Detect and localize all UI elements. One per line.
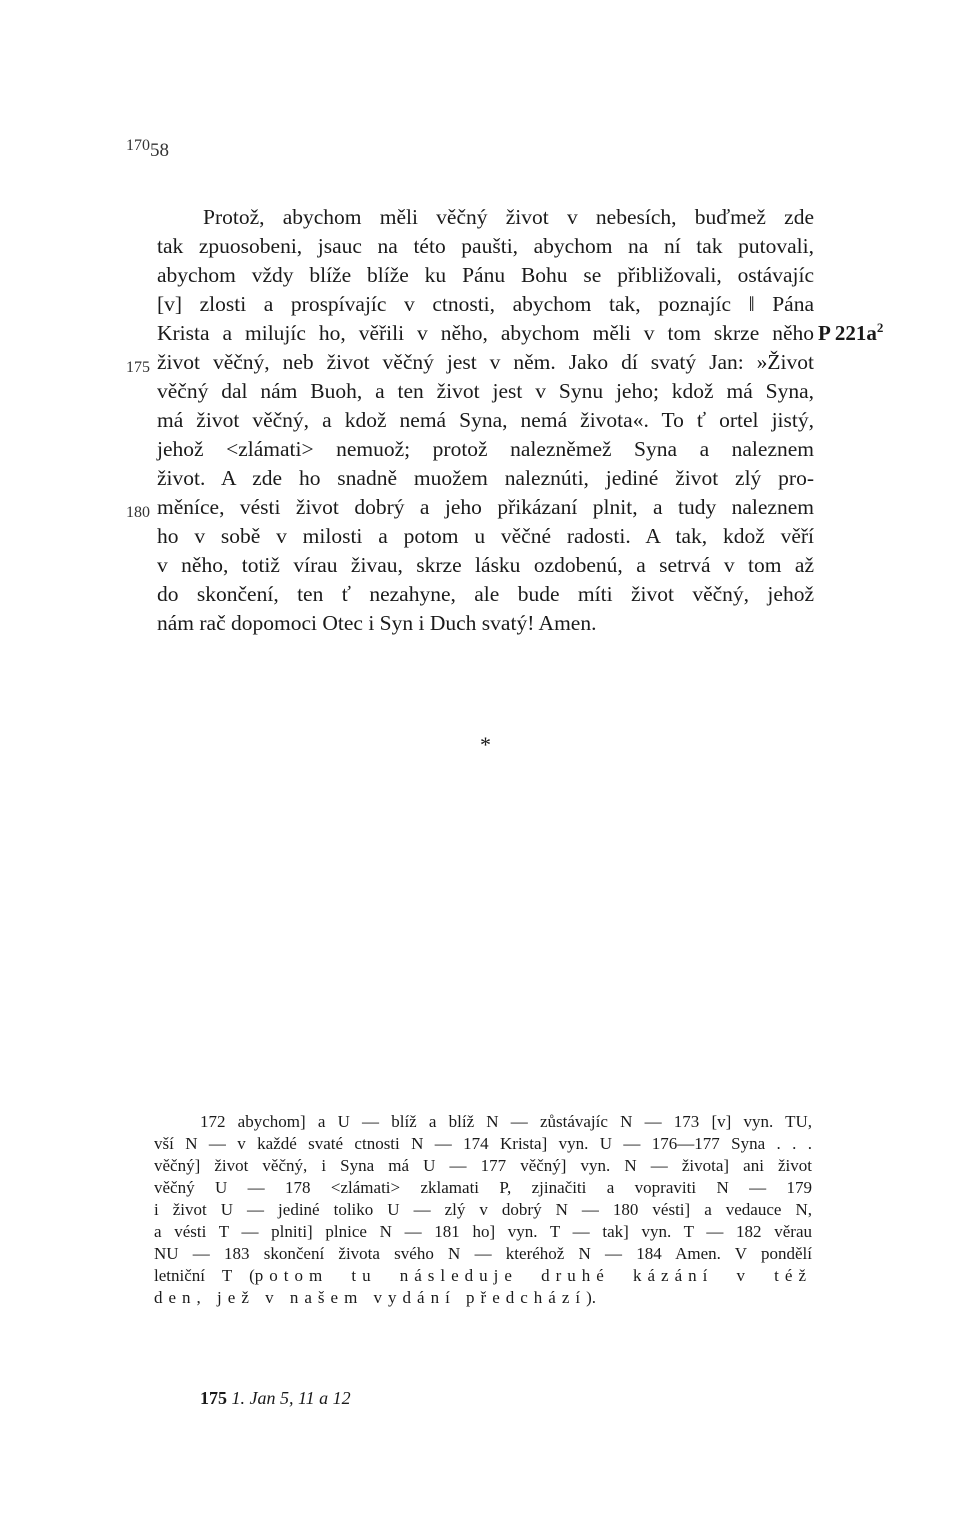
text-line: Protož, abychom měli věčný život v nebesích, buďmež zde [203,205,814,229]
text-line: život věčný, neb život věčný jest v něm. Jako dí svatý Jan: »Život [157,350,814,374]
text-line: abychom vždy blíže blíže ku Pánu Bohu se přibližovali, ostávajíc [157,263,814,287]
text-line: v něho, totiž vírau živau, skrze lásku ozdobenú, a setrvá v tom až [157,553,814,577]
text-line: nám rač dopomoci Otec i Syn i Duch svatý! Amen. [157,611,597,635]
note-line: letniční T (potom tu následuje druhé kázání v též [154,1266,812,1285]
text-line: měníce, vésti život dobrý a jeho přikázaní plnit, a tudy naleznem [157,495,814,519]
note-line: NU — 183 skončení života svého N — kteréhož N — 184 Amen. V pondělí [154,1244,812,1263]
scripture-citation: 1. Jan 5, 11 a 12 [231,1388,351,1408]
page-number: 58 [150,140,169,161]
text-line: jehož <zlámati> nemuož; protož nalezněmež Syna a naleznem [157,437,814,461]
text-line: život. A zde ho snadně muožem naleznúti, jediné život zlý pro- [157,466,814,490]
text-line: má život věčný, a kdož nemá Syna, nemá života«. To ť ortel jistý, [157,408,814,432]
scripture-line-number: 175 [200,1388,227,1408]
note-line: den, jež v našem vydání předchází). [154,1288,597,1307]
text-line: do skončení, ten ť nezahyne, ale bude míti život věčný, jehož [157,582,814,606]
scripture-reference [200,1388,351,1409]
note-line: věčný] život věčný, i Syna má U — 177 věčný] vyn. N — života] ani život [154,1156,812,1175]
text-line: ho v sobě v milosti a potom u věčné radosti. A tak, kdož věří [157,524,814,548]
marginal-reference: P $221a^2$ [818,320,884,345]
line-number-175: 175 [126,359,150,376]
separator-asterisk: * [480,732,491,757]
note-line: a vésti T — plniti] plnice N — 181 ho] vyn. T — tak] vyn. T — 182 věrau [154,1222,812,1241]
line-number-170: 170 [126,137,150,154]
text-line: věčný dal nám Buoh, a ten život jest v Synu jeho; kdož má Syna, [157,379,814,403]
note-line: i život U — jediné toliko U — zlý v dobrý N — 180 vésti] a vedauce N, [154,1200,812,1219]
note-line: vší N — v každé svaté ctnosti N — 174 Krista] vyn. U — 176—177 Syna . . . [154,1134,812,1153]
text-line: Krista a milujíc ho, věřili v něho, abychom měli v tom skrze něho [157,321,814,345]
text-line: tak zpuosobeni, jsauc na této paušti, abychom na ní tak putovali, [157,234,814,258]
note-line: 172 abychom] a U — blíž a blíž N — zůstávajíc N — 173 [v] vyn. TU, [200,1112,812,1131]
note-line: věčný U — 178 <zlámati> zklamati P, zjinačiti a vopraviti N — 179 [154,1178,812,1197]
line-number-180: 180 [126,504,150,521]
text-line: [v] zlosti a prospívajíc v ctnosti, abychom tak, poznajíc ‖ Pána [157,292,814,316]
